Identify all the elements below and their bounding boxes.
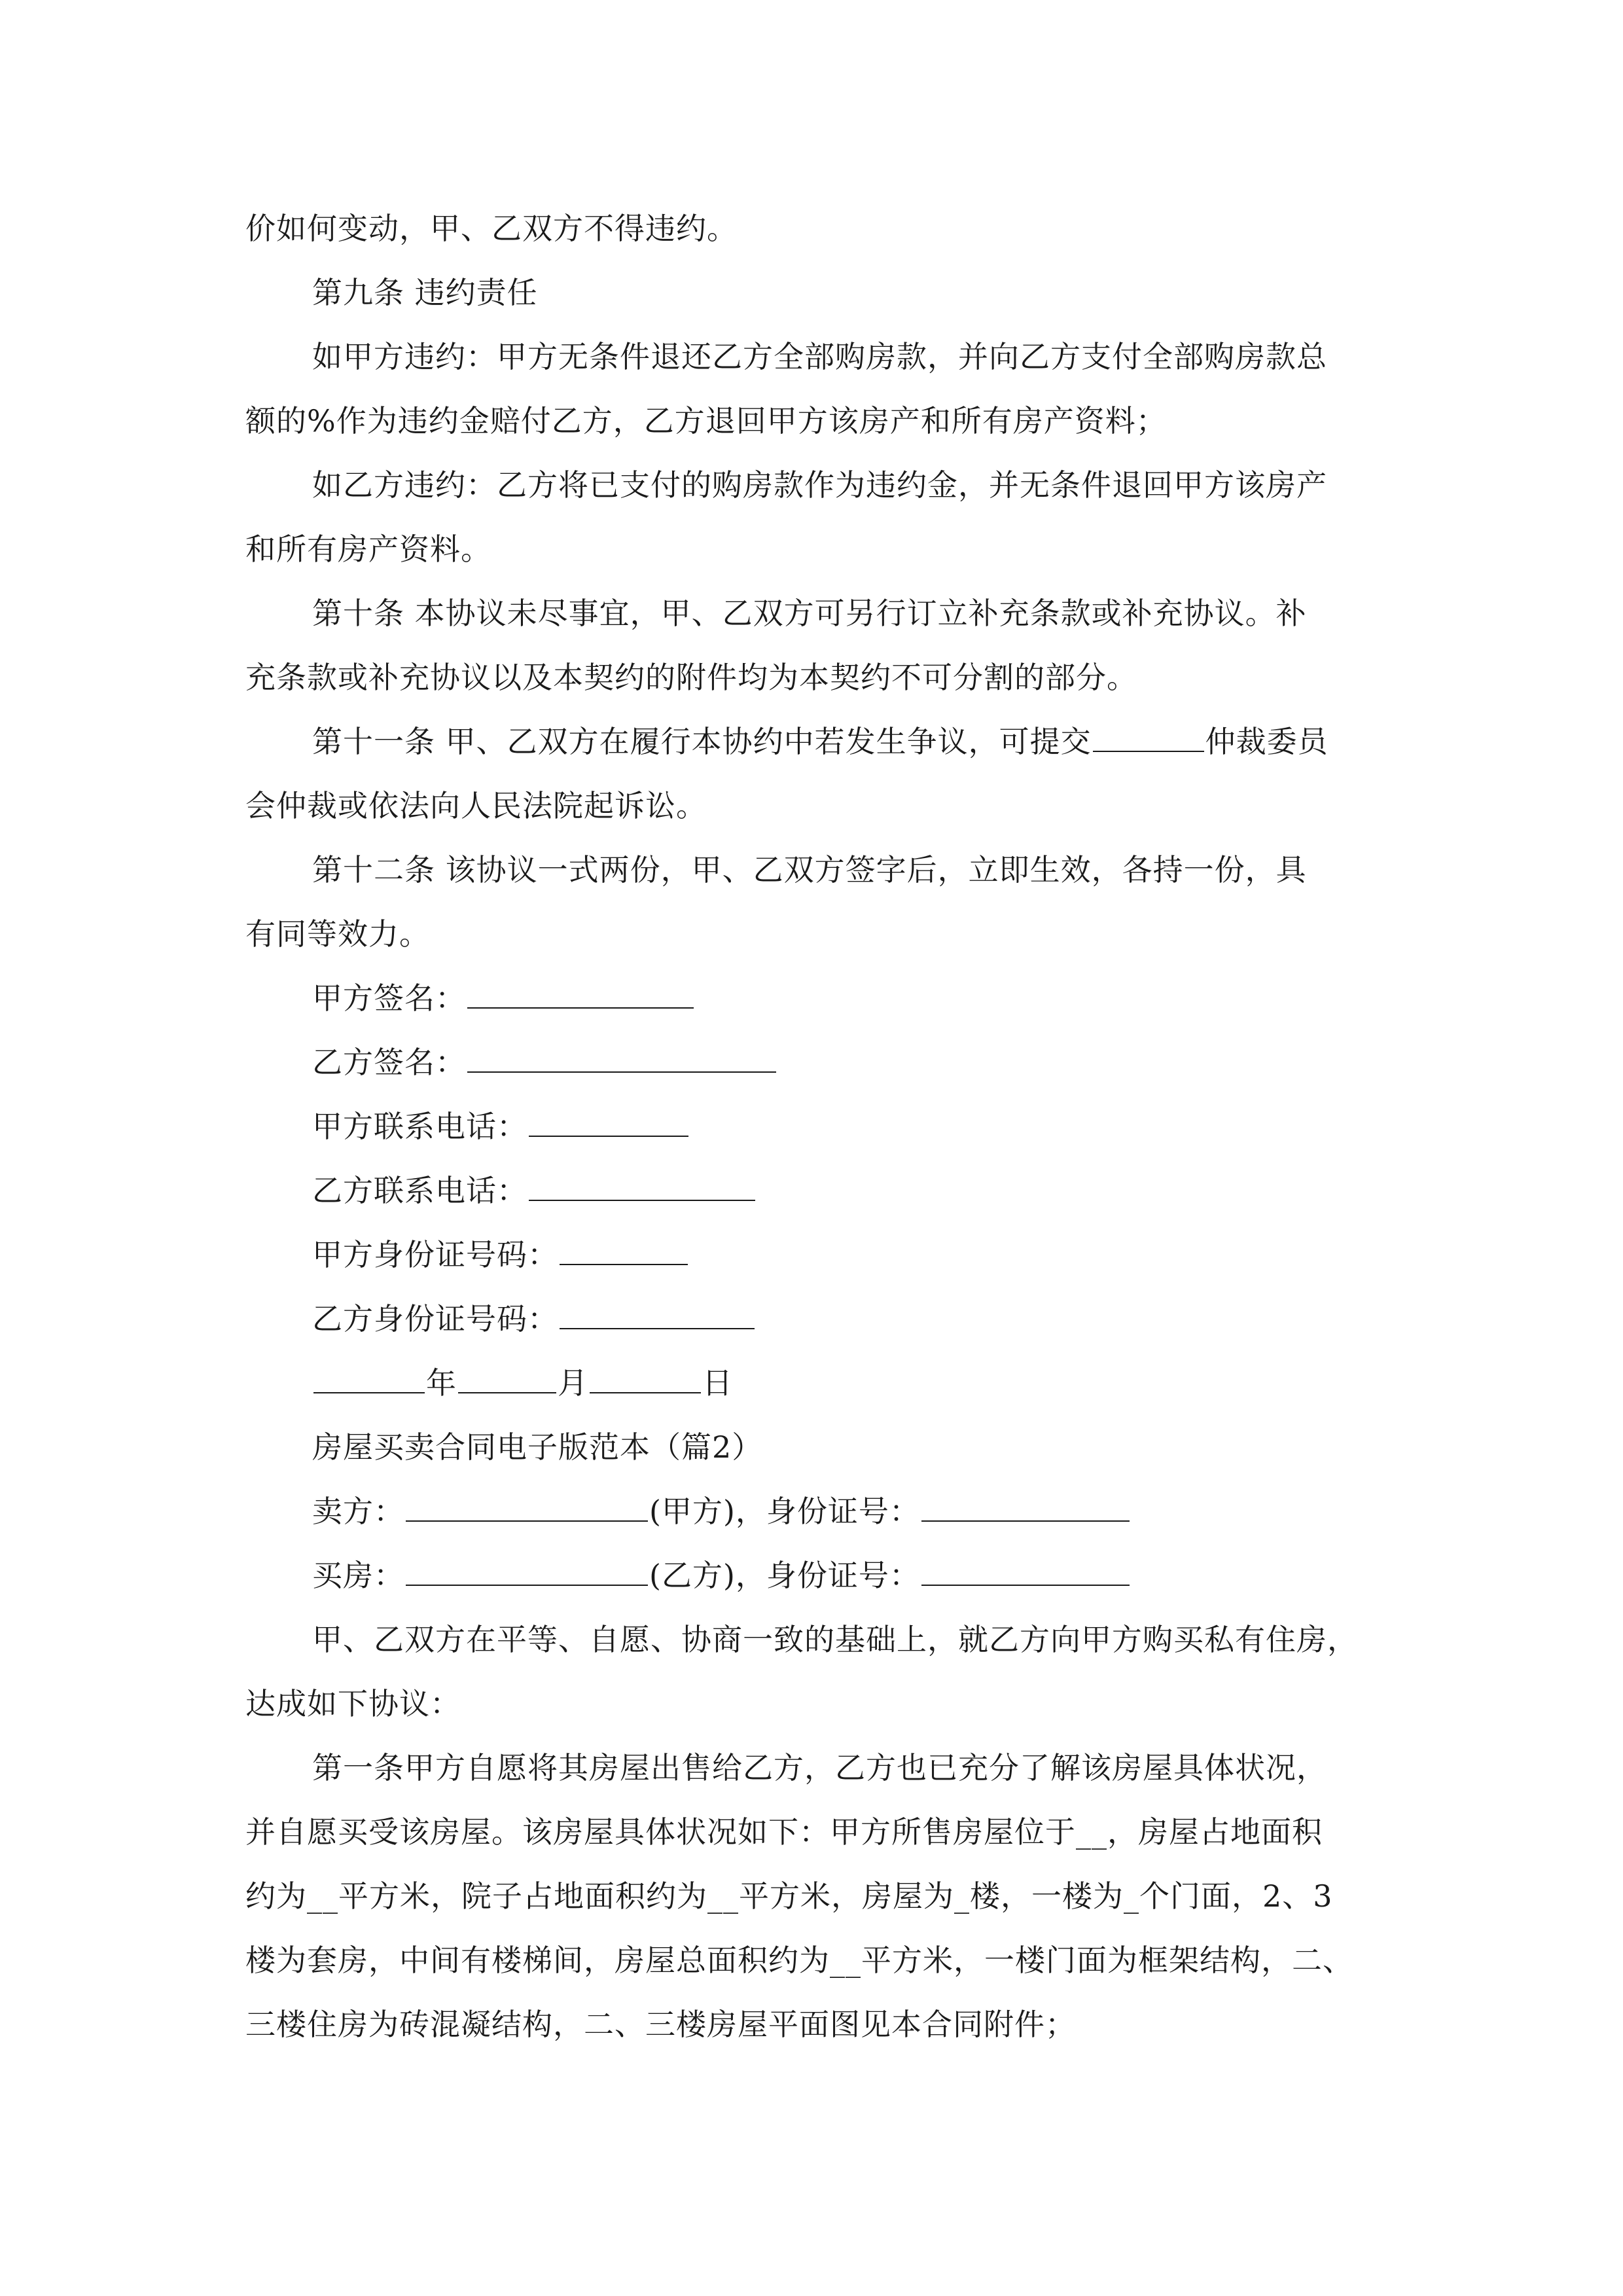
- document-body: [245, 196, 1387, 2056]
- article-11-line: [245, 709, 1387, 774]
- party-a-phone-row: [245, 1094, 1387, 1158]
- paragraph-line: 会仲裁或依法向人民法院起诉讼。: [245, 788, 707, 823]
- party-a-signature-blank: [467, 981, 694, 1009]
- paragraph-line: 如甲方违约：甲方无条件退还乙方全部购房款，并向乙方支付全部购房款总: [312, 339, 1327, 374]
- seller-name-blank: [406, 1494, 648, 1522]
- buyer-row: [245, 1543, 1387, 1607]
- paragraph-line: 三楼住房为砖混凝结构，二、三楼房屋平面图见本合同附件；: [245, 2007, 1076, 2042]
- party-b-phone-row: [245, 1158, 1387, 1223]
- paragraph-line: 第十二条 该协议一式两份，甲、乙双方签字后，立即生效，各持一份，具: [312, 852, 1307, 888]
- paragraph-line: 甲、乙双方在平等、自愿、协商一致的基础上，就乙方向甲方购买私有住房，: [312, 1622, 1358, 1657]
- party-a-id-row: [245, 1223, 1387, 1287]
- article-9-heading: 第九条 违约责任: [312, 275, 538, 310]
- party-a-phone-label: 甲方联系电话：: [312, 1109, 527, 1144]
- paragraph-line: 约为__平方米，院子占地面积约为__平方米，房屋为_楼，一楼为_个门面，2、3: [245, 1878, 1333, 1914]
- party-b-phone-blank: [529, 1174, 755, 1201]
- paragraph-line: 达成如下协议：: [245, 1686, 461, 1721]
- paragraph-line: 并自愿买受该房屋。该房屋具体状况如下：甲方所售房屋位于__，房屋占地面积: [245, 1814, 1323, 1850]
- year-blank: [313, 1366, 425, 1393]
- buyer-name-blank: [406, 1558, 648, 1586]
- party-b-signature-blank: [467, 1045, 776, 1073]
- paragraph-line: 价如何变动，甲、乙双方不得违约。: [245, 211, 738, 246]
- party-b-id-label: 乙方身份证号码：: [312, 1301, 558, 1336]
- month-blank: [458, 1366, 556, 1393]
- party-a-id-label: 甲方身份证号码：: [312, 1237, 558, 1272]
- paragraph-line: 第一条甲方自愿将其房屋出售给乙方，乙方也已充分了解该房屋具体状况，: [312, 1750, 1327, 1785]
- paragraph-line: 额的%作为违约金赔付乙方，乙方退回甲方该房产和所有房产资料；: [245, 403, 1167, 439]
- day-blank: [590, 1366, 701, 1393]
- party-a-signature-label: 甲方签名：: [312, 980, 466, 1016]
- seller-label: 卖方：: [312, 1494, 404, 1529]
- party-a-id-blank: [560, 1238, 688, 1265]
- arbitration-blank: [1093, 725, 1204, 752]
- date-row: [245, 1351, 1387, 1415]
- year-label: 年: [426, 1365, 457, 1401]
- seller-role: (甲方)，身份证号：: [649, 1494, 920, 1529]
- section-2-title: 房屋买卖合同电子版范本（篇2）: [312, 1429, 763, 1465]
- paragraph-line: 和所有房产资料。: [245, 531, 491, 567]
- party-a-phone-blank: [529, 1109, 688, 1137]
- seller-id-blank: [921, 1494, 1130, 1522]
- party-b-signature-label: 乙方签名：: [312, 1045, 466, 1080]
- article-11-text: 第十一条 甲、乙双方在履行本协约中若发生争议，可提交: [312, 724, 1092, 759]
- day-label: 日: [702, 1365, 733, 1401]
- paragraph-line: 如乙方违约：乙方将已支付的购房款作为违约金，并无条件退回甲方该房产: [312, 467, 1327, 503]
- buyer-role: (乙方)，身份证号：: [649, 1558, 920, 1593]
- seller-row: [245, 1479, 1387, 1543]
- paragraph-line: 第十条 本协议未尽事宜，甲、乙双方可另行订立补充条款或补充协议。补: [312, 596, 1307, 631]
- paragraph-line: 楼为套房，中间有楼梯间，房屋总面积约为__平方米，一楼门面为框架结构，二、: [245, 1943, 1353, 1978]
- buyer-label: 买房：: [312, 1558, 404, 1593]
- month-label: 月: [558, 1365, 588, 1401]
- party-b-phone-label: 乙方联系电话：: [312, 1173, 527, 1208]
- buyer-id-blank: [921, 1558, 1130, 1586]
- party-a-signature-row: [245, 966, 1387, 1030]
- paragraph-line: 有同等效力。: [245, 916, 430, 952]
- article-11-text-end: 仲裁委员: [1205, 724, 1329, 759]
- party-b-signature-row: [245, 1030, 1387, 1094]
- party-b-id-blank: [560, 1302, 755, 1329]
- party-b-id-row: [245, 1287, 1387, 1351]
- paragraph-line: 充条款或补充协议以及本契约的附件均为本契约不可分割的部分。: [245, 660, 1137, 695]
